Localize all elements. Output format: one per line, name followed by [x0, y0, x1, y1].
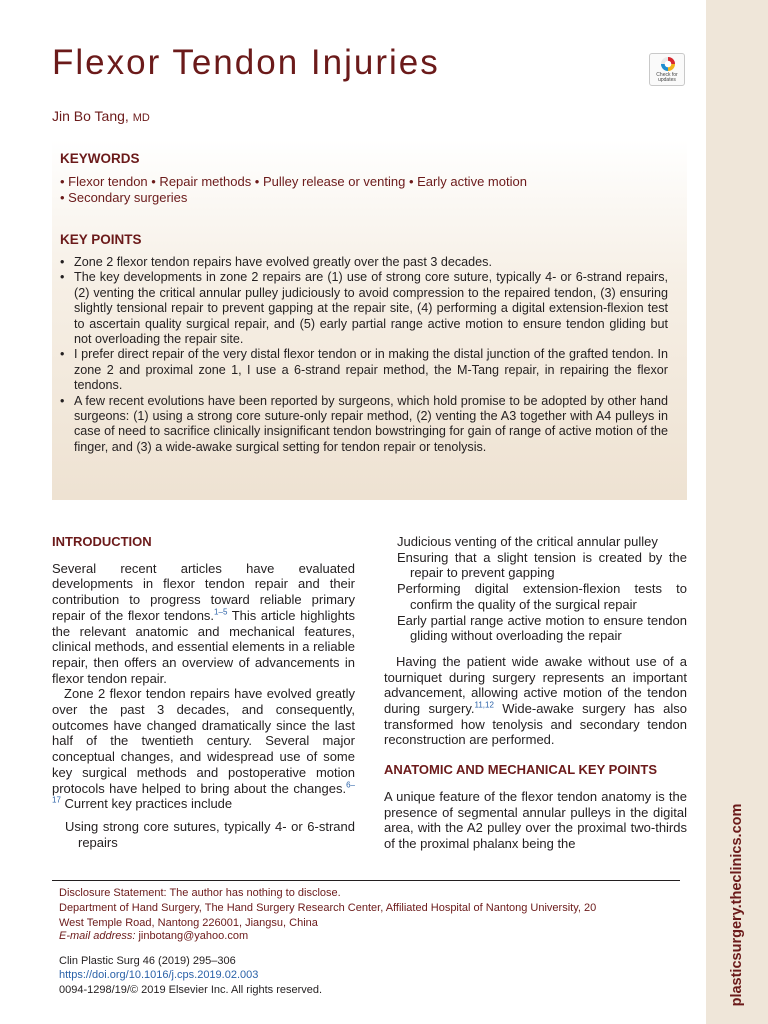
reference-link[interactable]: 11,12 — [474, 700, 494, 710]
keywords-line: • Flexor tendon • Repair methods • Pulley release or venting • Early active motion — [60, 174, 527, 189]
journal-citation: Clin Plastic Surg 46 (2019) 295–306 — [59, 955, 236, 967]
key-points-list — [60, 255, 668, 455]
body-paragraph: A unique feature of the flexor tendon anatomy is the presence of segmental annular pulleys in the digital area, with the A2 pulley over the proximal two-thirds of the proximal phalanx being the — [384, 788, 687, 851]
check-for-updates-badge[interactable] — [649, 53, 685, 86]
left-column — [52, 534, 355, 850]
email-label: E-mail address: — [59, 930, 136, 942]
journal-url[interactable]: plasticsurgery.theclinics.com — [729, 803, 745, 1007]
list-item: • The key developments in zone 2 repairs are (1) use of strong core suture, typically 4- or 6-strand repairs, (2) venting the critical annular pulley judiciously to avoid compression to the repaired tendon, (3) ensuring slightly tensional repair to prevent gapping at the repair site, (4) performing a digital extension-flexion test to ascertain quality surgical repair, and (5) early partial range active motion to ensure tendon gliding but not overloading the repair site. — [60, 270, 668, 347]
right-column — [384, 534, 687, 852]
affiliation: Department of Hand Surgery, The Hand Surgery Research Center, Affiliated Hospital of Nantong University, 20 — [59, 902, 597, 914]
email-link[interactable]: jinbotang@yahoo.com — [138, 930, 249, 942]
practice-list-item: Early partial range active motion to ensure tendon gliding without overloading the repair — [397, 612, 687, 644]
practice-list-item: Using strong core sutures, typically 4- or 6-strand repairs — [65, 818, 355, 850]
keywords-keypoints-box — [52, 140, 687, 500]
email-line — [59, 929, 248, 944]
footnote-divider — [52, 880, 680, 881]
doi-link[interactable]: https://doi.org/10.1016/j.cps.2019.02.003 — [59, 969, 259, 981]
anatomic-heading: ANATOMIC AND MECHANICAL KEY POINTS — [384, 762, 658, 778]
reference-link[interactable]: 1–5 — [214, 607, 228, 617]
key-points-heading: KEY POINTS — [60, 232, 142, 247]
keywords-heading: KEYWORDS — [60, 151, 140, 166]
affiliation: West Temple Road, Nantong 226001, Jiangsu, China — [59, 917, 318, 929]
body-paragraph: Having the patient wide awake without use of a tourniquet during surgery represents an important advancement, allowing active motion of the tendon during surgery.$^{11,12}$ Wide-awake surgery has also transformed how tenolysis and secondary tendon reconstruction are performed. — [384, 653, 687, 748]
practice-list-item: Performing digital extension-flexion tests to confirm the quality of the surgical repair — [397, 581, 687, 612]
reference-link[interactable]: 6–17 — [52, 780, 355, 805]
intro-paragraph: Several recent articles have evaluated developments in flexor tendon repair and their contribution to progress toward reliable primary repair of the flexor tendons.$^{1-5}$ This article highlights the relevant anatomic and mechanical features, clinical methods, and essential elements in a reliable repair, then offers an overview of advancements in flexor tendon repair. — [52, 560, 356, 686]
author-line — [52, 108, 150, 124]
practice-list-item: Ensuring that a slight tension is created by the repair to prevent gapping — [397, 549, 687, 581]
list-item: • Zone 2 flexor tendon repairs have evolved greatly over the past 3 decades. — [60, 255, 668, 270]
crossmark-icon — [660, 56, 676, 72]
article-title: Flexor Tendon Injuries — [52, 43, 440, 82]
list-item: • A few recent evolutions have been reported by surgeons, which hold promise to be adopted by other hand surgeons: (1) using a strong core suture-only repair method, (2) venting the A3 together with A4 pulleys in case of need to sacrifice clinically insignificant tendon bowstringing for gain of range of active motion of the finger, and (3) a wide-awake surgical setting for tendon repair or tenolysis. — [60, 394, 668, 456]
copyright: 0094-1298/19/© 2019 Elsevier Inc. All rights reserved. — [59, 984, 323, 996]
keywords-line: • Secondary surgeries — [60, 190, 188, 205]
list-item: • I prefer direct repair of the very distal flexor tendon or in making the distal junction of the grafted tendon. In zone 2 and proximal zone 1, I use a 6-strand repair method, the M-Tang repair, in repairing the flexor tendons. — [60, 347, 668, 393]
intro-paragraph: Zone 2 flexor tendon repairs have evolved greatly over the past 3 decades, and consequently, outcomes have changed dramatically since the last half of the twentieth century. Several major conceptual changes, and widespread use of some key surgical methods and postoperative motion protocols have helped to bring about the changes.$^{6-17}$ Current key practices include — [52, 686, 355, 812]
author-name: Jin Bo Tang, — [52, 108, 129, 124]
practice-list-item: Judicious venting of the critical annular pulley — [397, 534, 658, 549]
author-degree: MD — [132, 112, 150, 124]
introduction-heading: INTRODUCTION — [52, 534, 152, 549]
badge-label: Check for updates — [656, 72, 678, 83]
disclosure-statement: Disclosure Statement: The author has nothing to disclose. — [59, 887, 341, 899]
